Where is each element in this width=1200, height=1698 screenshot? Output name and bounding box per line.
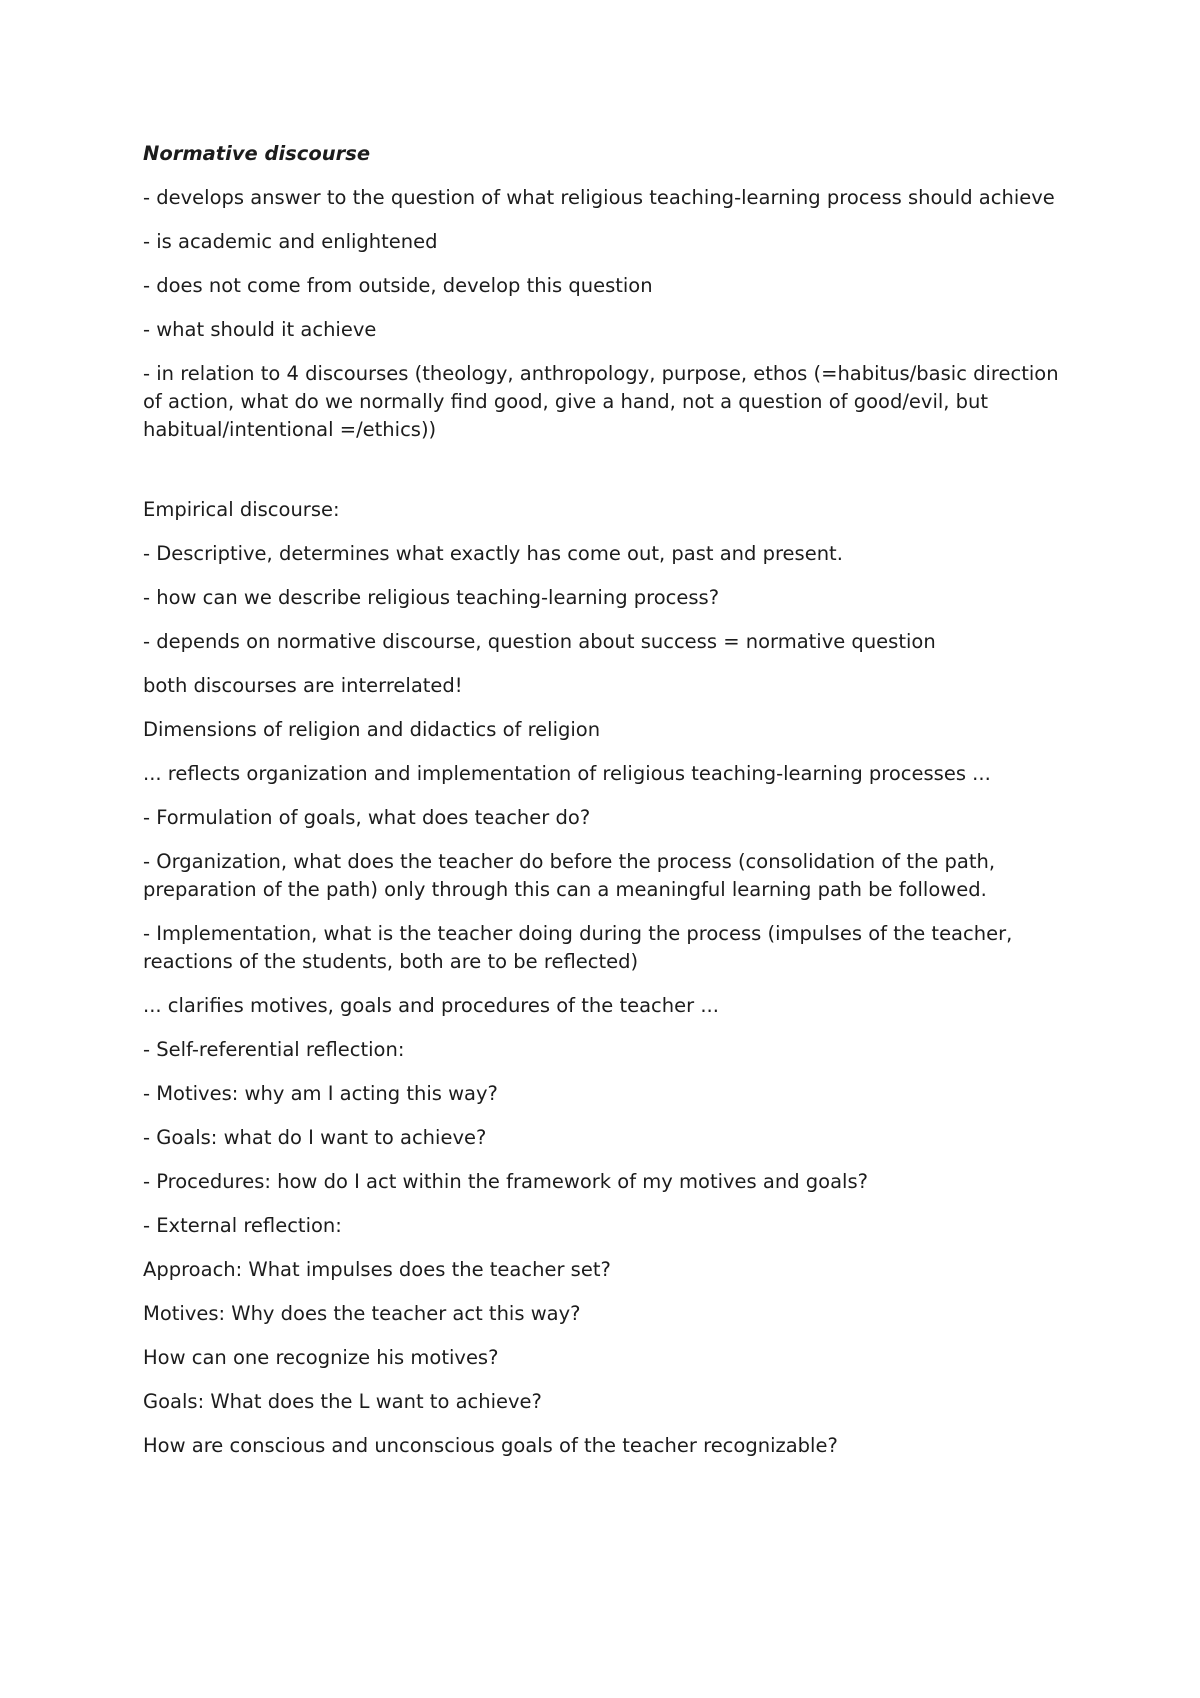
self-reflection-item: - Procedures: how do I act within the framework of my motives and goals? <box>143 1170 868 1193</box>
normative-item: - what should it achieve <box>143 318 377 341</box>
clarifies-line: ... clarifies motives, goals and procedures of the teacher ... <box>143 994 719 1017</box>
external-item: Motives: Why does the teacher act this way? <box>143 1302 581 1325</box>
empirical-item: - how can we describe religious teaching-learning process? <box>143 586 720 609</box>
section-heading-dimensions: Dimensions of religion and didactics of religion <box>143 718 601 741</box>
external-item: How are conscious and unconscious goals of the teacher recognizable? <box>143 1434 838 1457</box>
external-item: Goals: What does the L want to achieve? <box>143 1390 542 1413</box>
empirical-item: - Descriptive, determines what exactly has come out, past and present. <box>143 542 843 565</box>
section-heading-empirical: Empirical discourse: <box>143 498 340 521</box>
reflects-line: ... reflects organization and implementation of religious teaching-learning processes ... <box>143 762 991 785</box>
reflects-item: - Implementation, what is the teacher doing during the process (impulses of the teacher, reactions of the students, both are to be reflected) <box>143 922 1013 973</box>
interrelated-note: both discourses are interrelated! <box>143 674 463 697</box>
external-item: How can one recognize his motives? <box>143 1346 499 1369</box>
reflects-item: - Organization, what does the teacher do before the process (consolidation of the path, preparation of the path) only through this can a meaningful learning path be followed. <box>143 850 996 901</box>
empirical-item: - depends on normative discourse, question about success = normative question <box>143 630 936 653</box>
normative-item: - develops answer to the question of what religious teaching-learning process should achieve <box>143 186 1055 209</box>
self-reflection-item: - Motives: why am I acting this way? <box>143 1082 498 1105</box>
self-reflection-item: - Goals: what do I want to achieve? <box>143 1126 487 1149</box>
reflects-item: - Formulation of goals, what does teacher do? <box>143 806 591 829</box>
normative-item: - in relation to 4 discourses (theology, anthropology, purpose, ethos (=habitus/basic direction of action, what do we normally find good, give a hand, not a question of good/evil, but habitual/intentional =/ethics)) <box>143 362 1059 441</box>
section-title-normative: Normative discourse <box>143 142 371 165</box>
external-reflection-heading: - External reflection: <box>143 1214 342 1237</box>
external-item: Approach: What impulses does the teacher set? <box>143 1258 611 1281</box>
normative-item: - is academic and enlightened <box>143 230 438 253</box>
self-reflection-heading: - Self-referential reflection: <box>143 1038 405 1061</box>
normative-item: - does not come from outside, develop this question <box>143 274 653 297</box>
document-page <box>143 140 1063 1476</box>
